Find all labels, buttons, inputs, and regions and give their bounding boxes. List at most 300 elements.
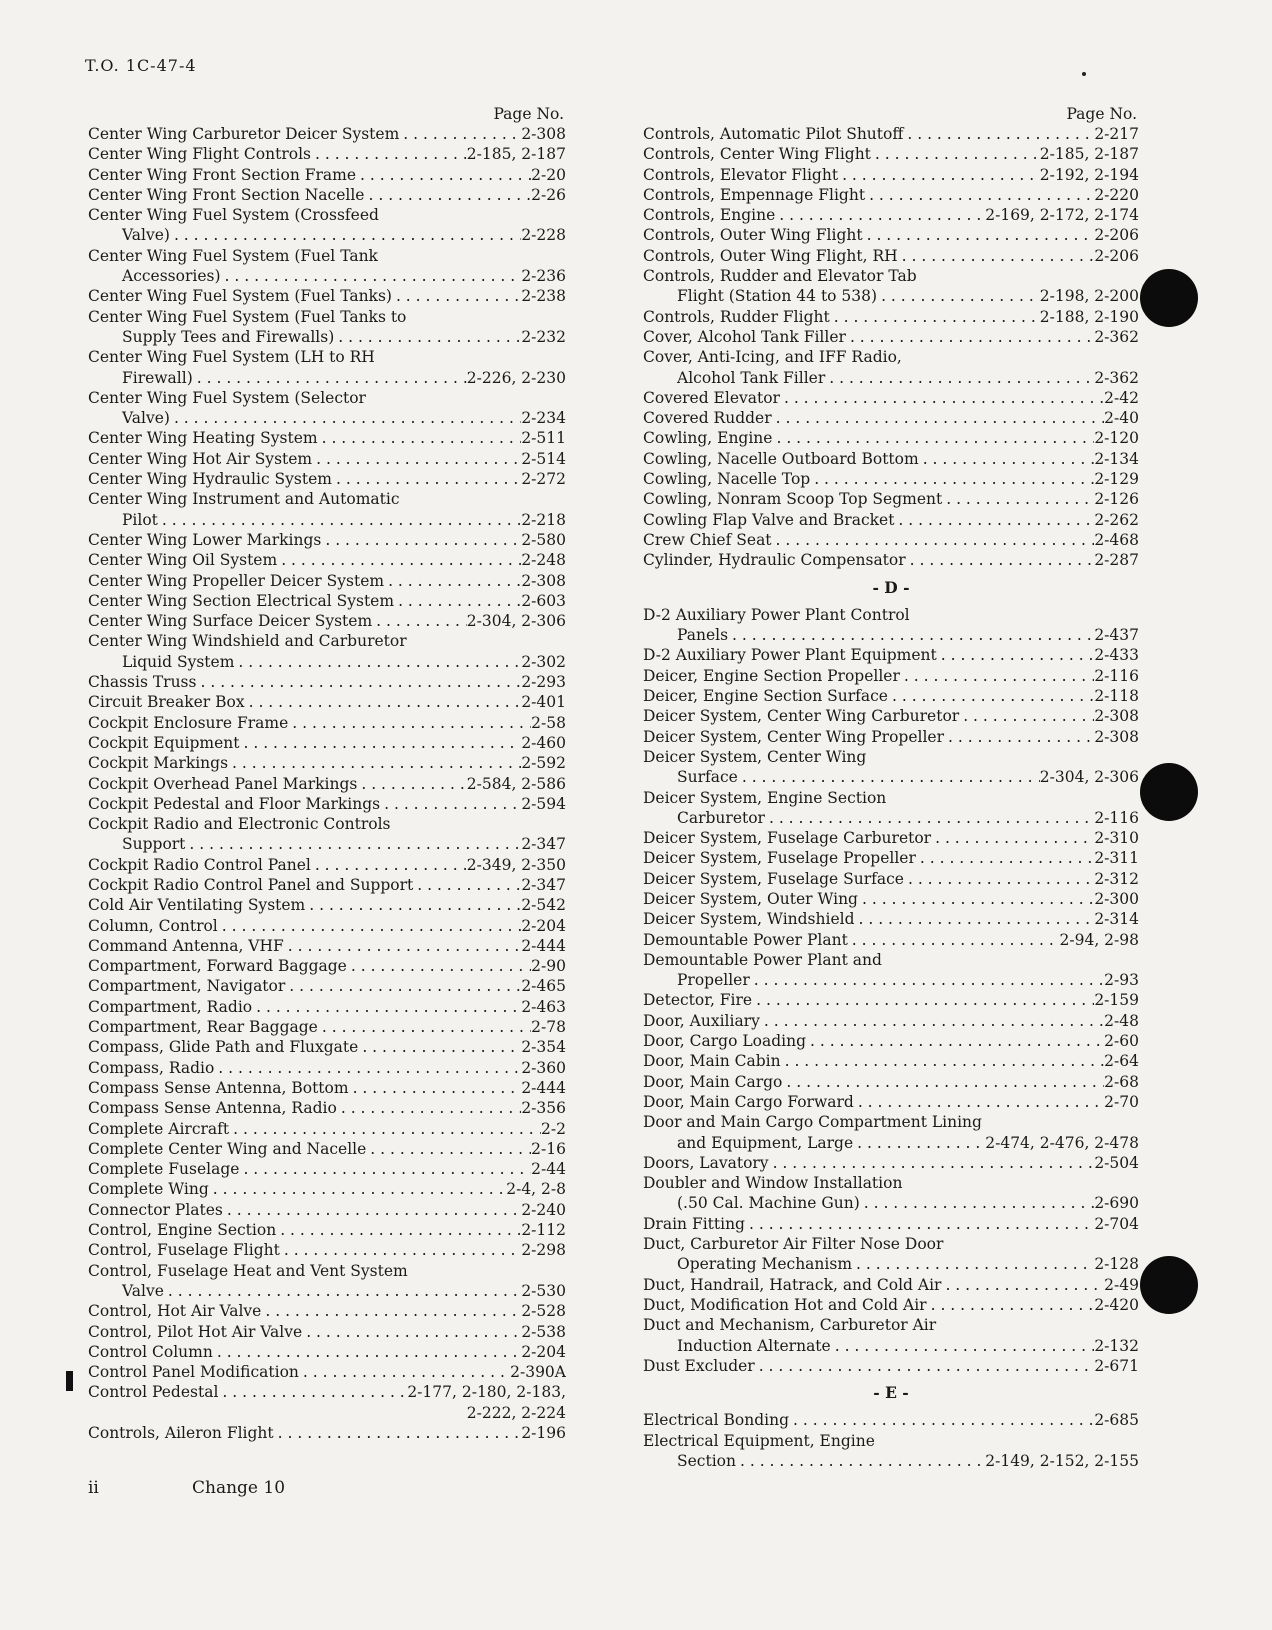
entry-text: Control, Hot Air Valve [88,1302,262,1321]
index-entry [88,1281,566,1301]
index-entry [643,327,1139,347]
index-column-right [643,104,1139,1471]
index-entry [88,185,566,205]
entry-page-number: 2-580 [521,530,566,549]
index-entry [88,1139,566,1159]
index-entry [643,1153,1139,1173]
index-entry [643,1011,1139,1031]
index-entry [88,1382,566,1402]
leader-dots [765,808,1094,828]
entry-text: Propeller [677,971,750,990]
entry-page-number: 2-44 [531,1160,566,1179]
leader-dots [863,225,1095,245]
entry-text: Compartment, Forward Baggage [88,957,347,976]
entry-text: Center Wing Propeller Deicer System [88,571,385,590]
entry-text: Center Wing Surface Deicer System [88,612,373,631]
leader-dots [894,510,1094,530]
index-entry [88,205,566,225]
leader-dots [860,1193,1095,1213]
index-entry [643,930,1139,950]
entry-text: Center Wing Fuel System (Selector [88,388,366,407]
entry-page-number: 2-58 [531,713,566,732]
spacer [643,571,1139,578]
leader-dots [221,266,522,286]
leader-dots [865,185,1094,205]
spacer [643,1403,1139,1410]
punch-hole [1140,763,1198,821]
index-entry [88,1301,566,1321]
entry-text: Valve) [122,409,170,428]
index-entry [643,489,1139,509]
leader-dots [942,489,1094,509]
entry-page-number: 2-240 [521,1200,566,1219]
entry-text: Center Wing Section Electrical System [88,591,395,610]
entry-text: Deicer, Engine Section Surface [643,687,888,706]
index-entry [643,1295,1139,1315]
entry-text: Panels [677,626,729,645]
index-entry [88,1261,566,1281]
index-entry [643,1275,1139,1295]
entry-text: Deicer System, Center Wing [643,747,867,766]
entry-page-number: 2-349, 2-350 [466,855,566,874]
leader-dots [280,1240,521,1260]
index-entry [88,794,566,814]
index-entry [88,713,566,733]
index-entry [88,1159,566,1179]
index-entry [88,814,566,834]
entry-page-number: 2-312 [1094,869,1139,888]
entry-page-number: 2-116 [1094,666,1139,685]
entry-text: Induction Alternate [677,1336,831,1355]
index-entry [88,1423,566,1443]
index-entry [643,645,1139,665]
index-entry [643,1315,1139,1335]
entry-text: Alcohol Tank Filler [677,368,826,387]
entry-page-number: 2-238 [521,287,566,306]
leader-dots [782,1072,1104,1092]
entry-page-number: 2-311 [1094,849,1139,868]
leader-dots [321,530,521,550]
index-entry [88,388,566,408]
entry-page-number: 2-70 [1104,1092,1139,1111]
index-entry [643,469,1139,489]
entry-page-number: 2-192, 2-194 [1039,165,1139,184]
index-entry [88,1220,566,1240]
index-entry [88,611,566,631]
entry-page-number: 2-128 [1094,1255,1139,1274]
entry-text: Cowling Flap Valve and Bracket [643,510,895,529]
entry-text: Center Wing Fuel System (LH to RH [88,348,375,367]
entry-page-number: 2-420 [1094,1295,1139,1314]
leader-dots [831,1336,1095,1356]
leader-dots [846,327,1094,347]
index-entry [643,747,1139,767]
entry-text: Demountable Power Plant [643,930,848,949]
entry-text: Controls, Elevator Flight [643,165,839,184]
index-entry [88,428,566,448]
entry-page-number: 2-272 [521,470,566,489]
entry-page-number: 2-204 [521,1342,566,1361]
entry-page-number: 2-149, 2-152, 2-155 [985,1452,1139,1470]
entry-text: Duct, Carburetor Air Filter Nose Door [643,1235,944,1254]
leader-dots [274,1423,522,1443]
index-entry [88,774,566,794]
entry-page-number: 2-444 [521,936,566,955]
leader-dots [806,1031,1104,1051]
entry-text: Cowling, Nacelle Outboard Bottom [643,449,919,468]
entry-page-number: 2-217 [1094,125,1139,143]
entry-page-number: 2-4, 2-8 [506,1180,566,1199]
leader-dots [772,428,1094,448]
leader-dots [937,645,1095,665]
entry-page-number: 2-401 [521,693,566,712]
entry-text: Firewall) [122,368,193,387]
entry-text: Operating Mechanism [677,1255,853,1274]
entry-page-number: 2-287 [1094,551,1139,570]
entry-page-number: 2-64 [1104,1052,1139,1071]
index-entry [643,550,1139,570]
entry-page-number: 2-304, 2-306 [1039,768,1139,787]
index-entry [643,286,1139,306]
entry-text: Center Wing Fuel System (Fuel Tanks to [88,307,407,326]
leader-dots [213,1342,521,1362]
index-entry [88,571,566,591]
entry-text: Cover, Anti-Icing, and IFF Radio, [643,348,902,367]
entry-text: Controls, Outer Wing Flight, RH [643,246,898,265]
index-entry [643,909,1139,929]
leader-dots [196,672,521,692]
index-entry [88,449,566,469]
index-entry [643,225,1139,245]
entry-text: Center Wing Front Section Nacelle [88,185,365,204]
entry-text: Compartment, Radio [88,997,253,1016]
entry-text: Center Wing Carburetor Deicer System [88,125,400,143]
index-entry [643,266,1139,286]
index-entry [643,1336,1139,1356]
entry-text: Complete Fuselage [88,1160,240,1179]
entry-page-number: 2-116 [1094,808,1139,827]
entry-page-number: 2-78 [531,1018,566,1037]
entry-page-number: 2-248 [521,551,566,570]
entry-page-number: 2-94, 2-98 [1059,930,1139,949]
entry-page-number: 2-308 [1094,727,1139,746]
leader-dots [170,408,521,428]
entry-text: Cylinder, Hydraulic Compensator [643,551,906,570]
entry-text: Door, Auxiliary [643,1011,760,1030]
entry-text: Compartment, Navigator [88,977,286,996]
section-letter: - D - [872,577,910,597]
entry-page-number: 2-48 [1104,1011,1139,1030]
speck [1082,72,1086,76]
index-entry [88,956,566,976]
entry-text: and Equipment, Large [677,1133,854,1152]
entry-page-number: 2-310 [1094,829,1139,848]
index-entry [643,428,1139,448]
leader-dots [239,1159,531,1179]
entry-text: Section [677,1452,736,1470]
entry-text: Dust Excluder [643,1356,755,1375]
entry-text: Electrical Bonding [643,1411,790,1430]
index-entry [643,1133,1139,1153]
index-entry [88,225,566,245]
entry-page-number: 2-132 [1094,1336,1139,1355]
leader-dots [218,1382,407,1402]
index-entry [88,489,566,509]
leader-dots [312,449,521,469]
entry-page-number: 2-298 [521,1241,566,1260]
entry-page-number: 2-437 [1094,626,1139,645]
entry-text: Deicer System, Center Wing Propeller [643,727,944,746]
entry-page-number: 2-592 [521,754,566,773]
leader-dots [775,205,985,225]
leader-dots [392,286,521,306]
entry-page-number: 2-685 [1094,1411,1139,1430]
entry-text: Controls, Engine [643,206,776,225]
leader-dots [277,550,521,570]
change-label: Change 10 [192,1478,286,1498]
index-entry [88,266,566,286]
leader-dots [318,428,522,448]
entry-text: Center Wing Fuel System (Fuel Tank [88,246,378,265]
entry-page-number: 2-198, 2-200 [1039,287,1139,306]
index-entry [643,686,1139,706]
page-number: ii [88,1478,99,1498]
entry-text: Carburetor [677,808,765,827]
entry-text: Center Wing Fuel System (Fuel Tanks) [88,287,392,306]
entry-page-number: 2-16 [531,1139,566,1158]
entry-page-number: 2-20 [531,165,566,184]
index-entry [88,753,566,773]
entry-text: Door, Cargo Loading [643,1032,806,1051]
index-entry [643,1431,1139,1451]
index-entry [643,347,1139,367]
index-entry [88,672,566,692]
entry-page-number: 2-584, 2-586 [466,774,566,793]
index-entry [88,327,566,347]
index-entry [88,1362,566,1382]
leader-dots [830,307,1040,327]
entry-text: Deicer System, Fuselage Carburetor [643,829,932,848]
leader-dots [239,733,521,753]
index-entry [88,997,566,1017]
entry-text: Cockpit Overhead Panel Markings [88,774,358,793]
index-entry [643,185,1139,205]
entry-text: D-2 Auxiliary Power Plant Equipment [643,646,937,665]
leader-dots [223,1200,521,1220]
leader-dots [780,388,1104,408]
index-entry [643,1410,1139,1430]
leader-dots [745,1214,1094,1234]
index-entry [643,1051,1139,1071]
index-entry [88,1240,566,1260]
entry-page-number: 2-444 [521,1078,566,1097]
entry-page-number: 2-308 [521,571,566,590]
leader-dots [214,1058,521,1078]
entry-text: Deicer System, Engine Section [643,788,887,807]
index-entry [88,1037,566,1057]
entry-text: Center Wing Windshield and Carburetor [88,632,407,651]
entry-page-number: 2-60 [1104,1032,1139,1051]
entry-page-number: 2-356 [521,1099,566,1118]
index-entry [88,976,566,996]
leader-dots [852,1254,1094,1274]
punch-hole [1140,269,1198,327]
entry-text: Accessories) [122,267,221,286]
entry-page-number: 2-134 [1094,449,1139,468]
leader-dots [825,368,1094,388]
entry-page-number: 2-185, 2-187 [1039,145,1139,164]
index-entry [88,875,566,895]
entry-text: Duct, Modification Hot and Cold Air [643,1295,927,1314]
entry-text: Complete Center Wing and Nacelle [88,1139,367,1158]
entry-page-number: 2-234 [521,409,566,428]
leader-dots [853,1133,985,1153]
entry-page-number: 2-603 [521,591,566,610]
leader-dots [919,449,1095,469]
entry-page-number: 2-40 [1104,409,1139,428]
leader-dots [288,713,531,733]
leader-dots [229,1119,541,1139]
index-entry [88,631,566,651]
entry-page-number: 2-2 [541,1119,566,1138]
entry-page-number: 2-504 [1094,1153,1139,1172]
entry-text: Electrical Equipment, Engine [643,1431,875,1450]
entry-text: Valve) [122,226,170,245]
index-entry [643,889,1139,909]
index-entry [88,469,566,489]
entry-page-number: 2-120 [1094,429,1139,448]
entry-text: Detector, Fire [643,991,753,1010]
entry-text: Valve [122,1281,164,1300]
leader-dots [399,124,521,144]
leader-dots [302,1322,521,1342]
entry-text: Center Wing Hydraulic System [88,470,332,489]
leader-dots [356,165,531,185]
entry-text: Compass Sense Antenna, Radio [88,1099,337,1118]
index-entry [643,828,1139,848]
entry-page-number: 2-514 [521,449,566,468]
index-entry [88,652,566,672]
leader-dots [906,550,1095,570]
entry-text: Liquid System [122,652,235,671]
index-entry [88,1403,566,1423]
leader-dots [755,1356,1095,1376]
leader-dots [877,286,1040,306]
leader-dots [311,855,467,875]
entry-text: Covered Elevator [643,388,780,407]
index-entry [88,1017,566,1037]
leader-dots [384,571,521,591]
index-entry [88,733,566,753]
entry-text: Support [122,835,186,854]
index-entry [643,1072,1139,1092]
entry-text: Door, Main Cargo [643,1072,783,1091]
leader-dots [318,1017,531,1037]
index-entry [88,246,566,266]
entry-page-number: 2-49 [1104,1275,1139,1294]
entry-text: Cockpit Pedestal and Floor Markings [88,794,381,813]
entry-text: Control, Fuselage Heat and Vent System [88,1261,408,1280]
entry-page-number: 2-222, 2-224 [466,1403,566,1422]
entry-text: Compass, Glide Path and Fluxgate [88,1038,359,1057]
index-entry [88,692,566,712]
leader-dots [299,1362,510,1382]
index-entry [643,706,1139,726]
entry-page-number: 2-362 [1094,368,1139,387]
index-entry [643,666,1139,686]
entry-page-number: 2-594 [521,794,566,813]
index-entry [643,368,1139,388]
index-entry [88,1098,566,1118]
entry-text: Circuit Breaker Box [88,693,245,712]
index-entry [643,1092,1139,1112]
entry-text: Crew Chief Seat [643,530,772,549]
entry-text: Chassis Truss [88,673,197,692]
entry-page-number: 2-347 [521,835,566,854]
entry-page-number: 2-542 [521,896,566,915]
entry-text: Control, Pilot Hot Air Valve [88,1322,303,1341]
entry-page-number: 2-185, 2-187 [466,145,566,164]
document-number: T.O. 1C-47-4 [85,56,197,75]
leader-dots [888,686,1094,706]
leader-dots [372,611,467,631]
leader-dots [284,936,522,956]
index-entry [643,1234,1139,1254]
leader-dots [781,1051,1105,1071]
entry-text: Duct and Mechanism, Carburetor Air [643,1316,937,1335]
entry-text: Control, Engine Section [88,1221,277,1240]
entry-page-number: 2-314 [1094,910,1139,929]
leader-dots [769,1153,1095,1173]
leader-dots [760,1011,1104,1031]
index-entry [643,625,1139,645]
entry-page-number: 2-112 [521,1221,566,1240]
spacer [643,598,1139,605]
entry-text: Deicer System, Outer Wing [643,889,858,908]
entry-page-number: 2-177, 2-180, 2-183, [407,1383,566,1402]
index-entry [88,307,566,327]
entry-text: Control, Fuselage Flight [88,1241,280,1260]
entry-page-number: 2-302 [521,652,566,671]
entry-text: Center Wing Instrument and Automatic [88,490,400,509]
leader-dots [380,794,521,814]
entry-text: Center Wing Lower Markings [88,530,322,549]
entry-page-number: 2-308 [1094,707,1139,726]
leader-dots [245,692,522,712]
index-entry [643,970,1139,990]
index-entry [643,1031,1139,1051]
leader-dots [772,408,1105,428]
entry-page-number: 2-262 [1094,510,1139,529]
index-entry [88,1322,566,1342]
index-entry [643,1356,1139,1376]
index-entry [643,1193,1139,1213]
leader-dots [728,625,1094,645]
entry-page-number: 2-300 [1094,889,1139,908]
entry-text: Controls, Automatic Pilot Shutoff [643,125,904,143]
entry-page-number: 2-126 [1094,490,1139,509]
entry-page-number: 2-474, 2-476, 2-478 [985,1133,1139,1152]
entry-page-number: 2-90 [531,957,566,976]
entry-page-number: 2-228 [521,226,566,245]
index-entry [88,936,566,956]
index-entry [643,1214,1139,1234]
entry-text: Cockpit Markings [88,754,229,773]
index-entry [643,144,1139,164]
index-entry [88,591,566,611]
index-entry [643,767,1139,787]
entry-text: Complete Aircraft [88,1119,230,1138]
